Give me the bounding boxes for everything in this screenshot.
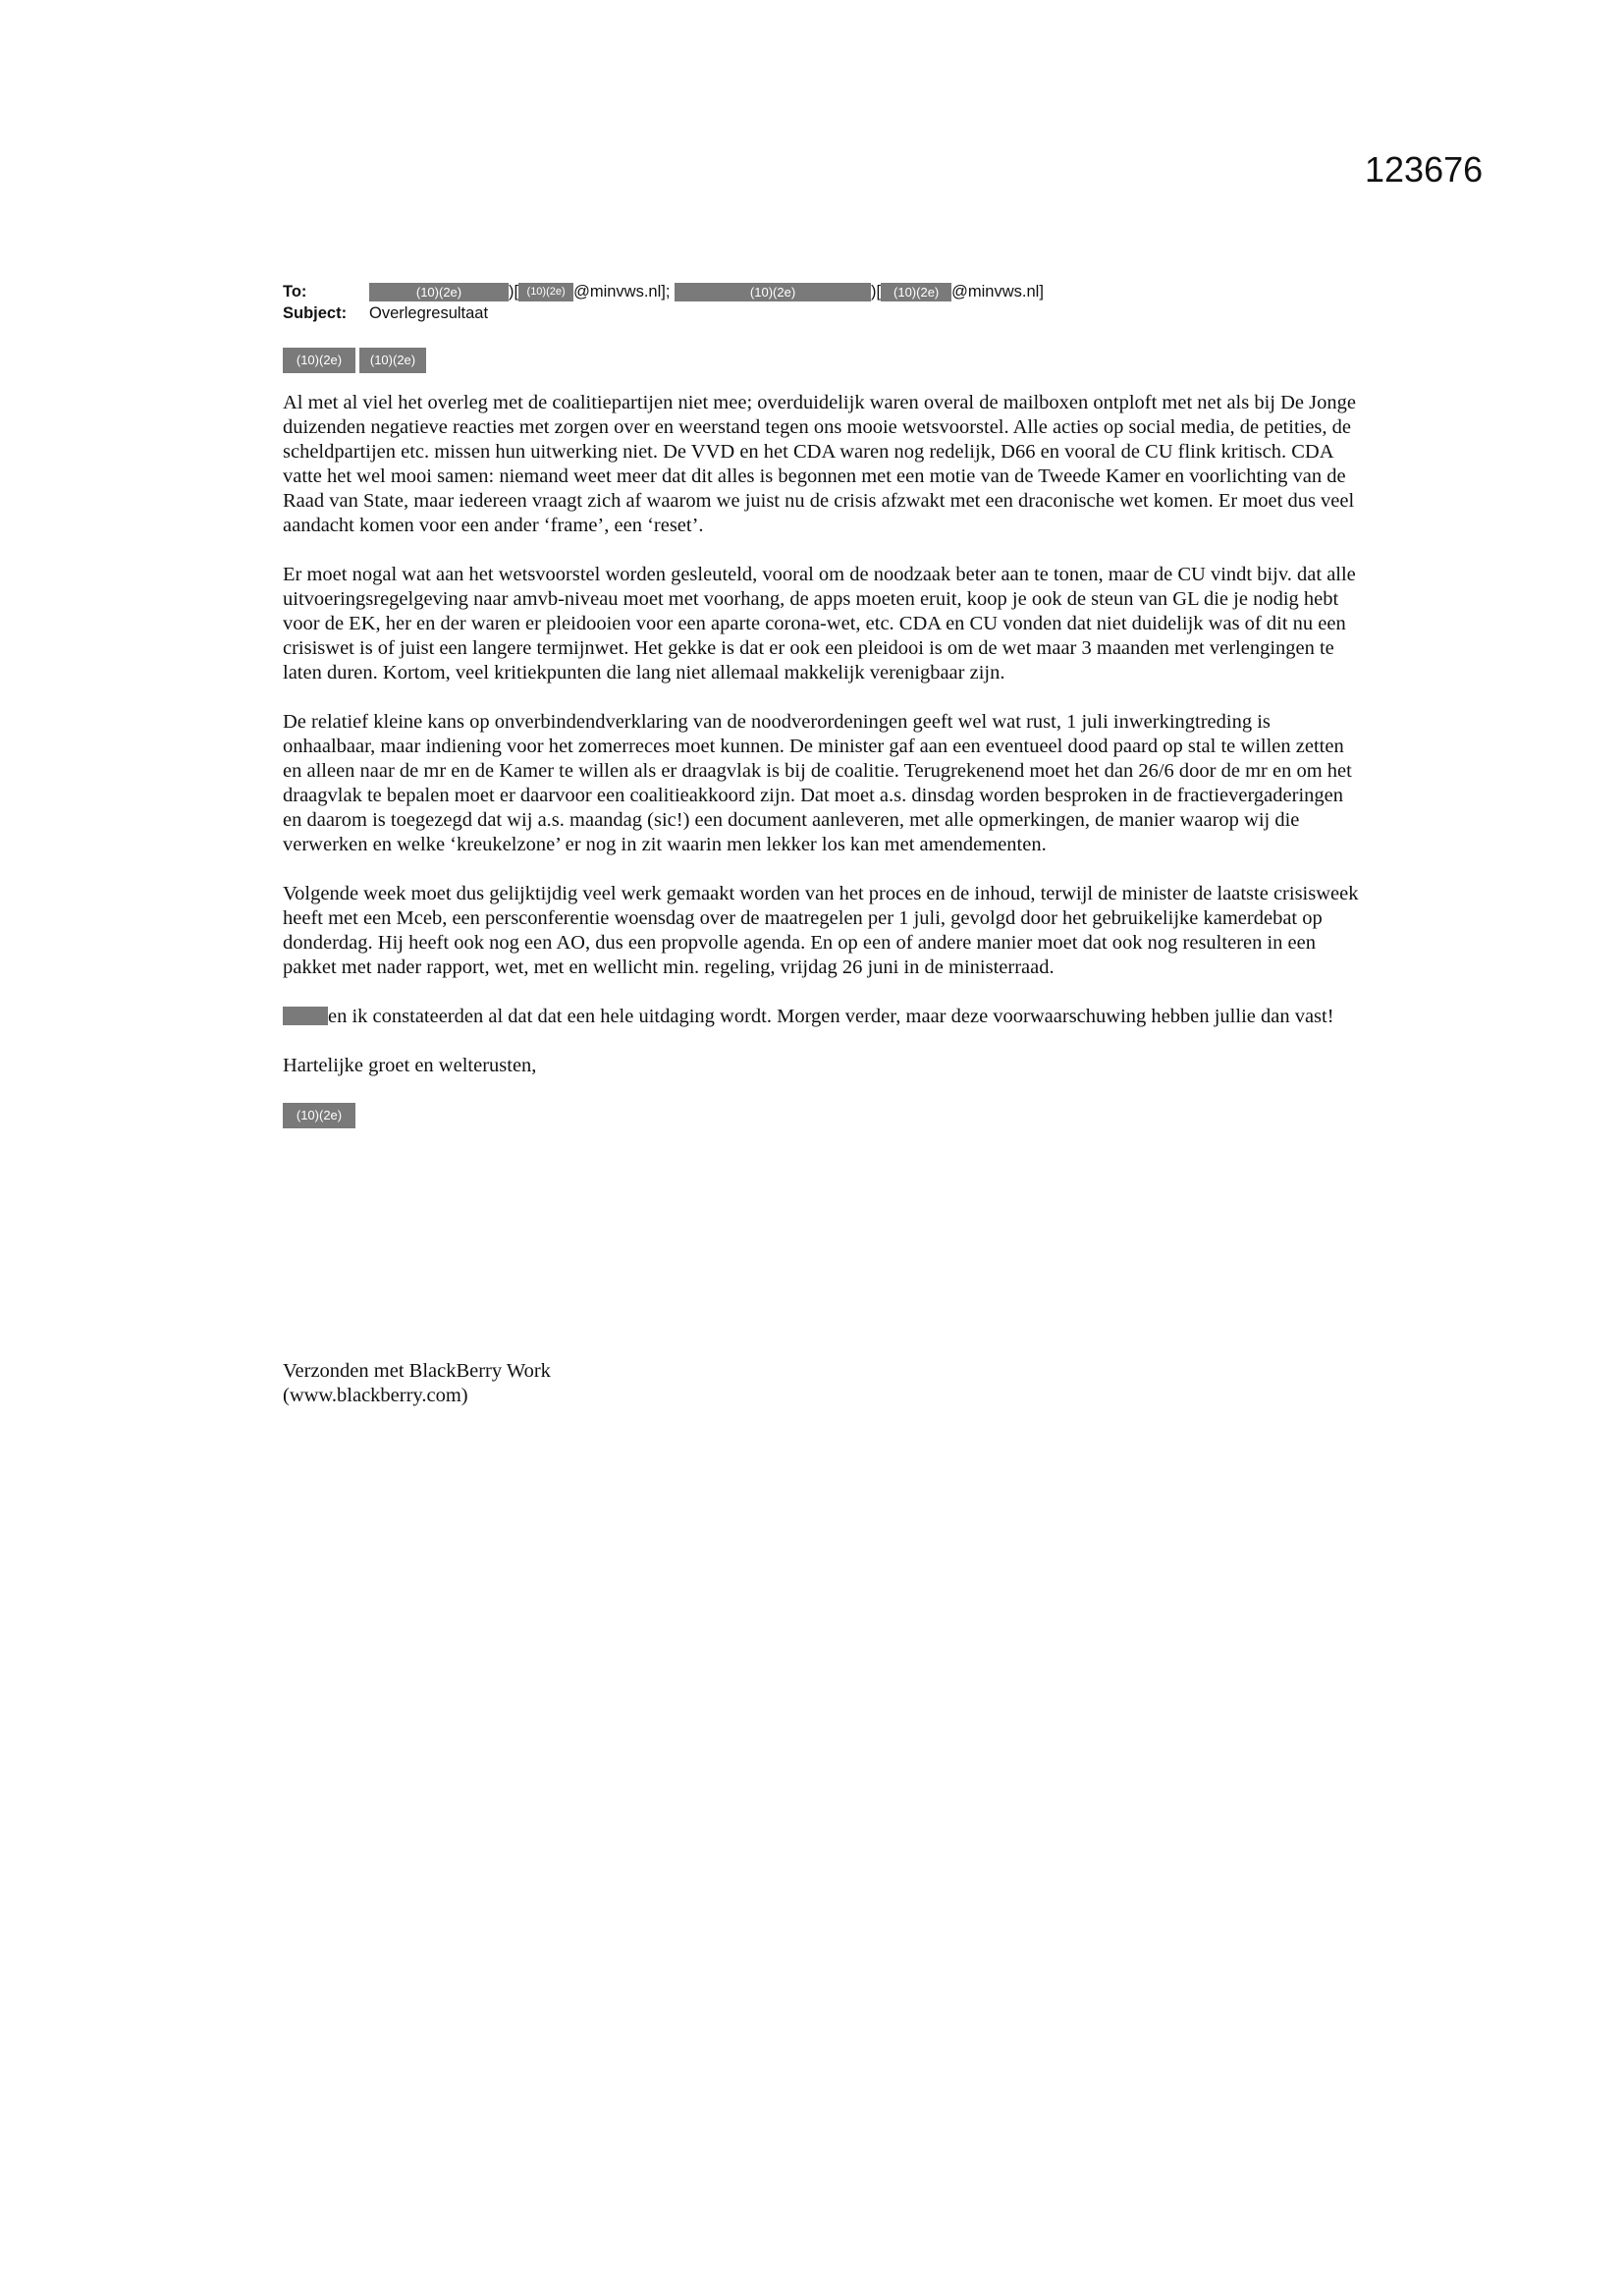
- sender-line: [283, 348, 426, 373]
- to-label: To:: [283, 282, 307, 301]
- redaction-box: (10)(2e): [675, 283, 871, 301]
- subject-value: Overlegresultaat: [369, 303, 489, 322]
- body-paragraph: Er moet nogal wat aan het wetsvoorstel worden gesleuteld, vooral om de noodzaak beter aan te tonen, maar de CU vindt bijv. dat alle uitvoeringsregelgeving naar amvb-niveau moet met voorhang, de apps moeten eruit, koop je ook de steun van GL die je nodig hebt voor de EK, her en der waren er pleidooien voor een aparte corona-wet, etc. CDA en CU vonden dat niet duidelijk was of dit nu een crisiswet is of juist een langere termijnwet. Het gekke is dat er ook een pleidooi is om de wet maar 3 maanden met verlengingen te laten duren. Kortom, veel kritiekpunten die lang niet allemaal makkelijk verenigbaar zijn.: [283, 564, 1356, 683]
- to-email-domain: @minvws.nl]: [951, 282, 1044, 301]
- to-bracket: )[: [871, 282, 882, 301]
- redaction-box: (10)(2e): [369, 283, 509, 301]
- body-paragraph: Volgende week moet dus gelijktijdig veel werk gemaakt worden van het proces en de inhoud, terwijl de minister de laatste crisisweek heeft met een Mceb, een persconferentie woensdag over de maatregelen per 1 juli, gevolgd door het gebruikelijke kamerdebat op donderdag. Hij heeft ook nog een AO, dus een propvolle agenda. En op een of andere manier moet dat ook nog resulteren in een pakket met nader rapport, wet, met en wellicht min. regeling, vrijdag 26 juni in de ministerraad.: [283, 883, 1359, 978]
- closing-line: Hartelijke groet en welterusten,: [283, 1055, 537, 1076]
- redaction-box: (10)(2e): [283, 1103, 355, 1128]
- footer-line: Verzonden met BlackBerry Work: [283, 1360, 551, 1382]
- subject-label: Subject:: [283, 303, 348, 322]
- redaction-box: (10)(2e): [881, 283, 951, 301]
- body-paragraph: [283, 1005, 1363, 1029]
- signature: [283, 1103, 1363, 1128]
- body-paragraph-text: en ik constateerden al dat dat een hele uitdaging wordt. Morgen verder, maar deze voorwaarschuwing hebben jullie dan vast!: [328, 1006, 1334, 1027]
- body-paragraph: De relatief kleine kans op onverbindendverklaring van de noodverordeningen geeft wel wat rust, 1 juli inwerkingtreding is onhaalbaar, maar indiening voor het zomerreces moet kunnen. De minister gaf aan een eventueel dood paard op stal te willen zetten en alleen naar de mr en de Kamer te willen als er draagvlak is bij de coalitie. Terugrekenend moet het dan 26/6 door de mr en om het draagvlak te bepalen moet er daarvoor een coalitieakkoord zijn. Dat moet a.s. dinsdag worden besproken in de fractievergaderingen en daarom is toegezegd dat wij a.s. maandag (sic!) een document aanleveren, met alle opmerkingen, de manier waarop wij die verwerken en welke ‘kreukelzone’ er nog in zit waarin men lekker los kan met amendementen.: [283, 711, 1352, 855]
- body-paragraph: Al met al viel het overleg met de coalitiepartijen niet mee; overduidelijk waren overal de mailboxen ontploft met net als bij De Jonge duizenden negatieve reacties met zorgen over en weerstand tegen ons mooie wetsvoorstel. Alle acties op social media, de petities, de scheldpartijen etc. missen hun uitwerking niet. De VVD en het CDA waren nog redelijk, D66 en vooral de CU flink kritisch. CDA vatte het wel mooi samen: niemand weet meer dat dit alles is begonnen met een motie van de Tweede Kamer en voorlichting van de Raad van State, maar iedereen vraagt zich af waarom we juist nu de crisis afzwakt met een draconische wet komen. Er moet dus veel aandacht komen voor een ander ‘frame’, een ‘reset’.: [283, 392, 1356, 536]
- redaction-box: (10)(2e): [518, 283, 573, 301]
- to-email-domain: @minvws.nl];: [573, 282, 671, 301]
- email-body: [283, 391, 1363, 1128]
- footer-link: (www.blackberry.com): [283, 1385, 468, 1406]
- redaction-box: (10)(2e): [359, 348, 426, 373]
- document-number: 123676: [1365, 149, 1484, 190]
- email-footer: [283, 1359, 551, 1408]
- subject-row: [283, 302, 1044, 324]
- redaction-box: (10)(2e): [283, 348, 355, 373]
- to-bracket: )[: [509, 282, 519, 301]
- redaction-box: [283, 1007, 328, 1025]
- email-header: [283, 281, 1044, 324]
- to-row: [283, 281, 1044, 302]
